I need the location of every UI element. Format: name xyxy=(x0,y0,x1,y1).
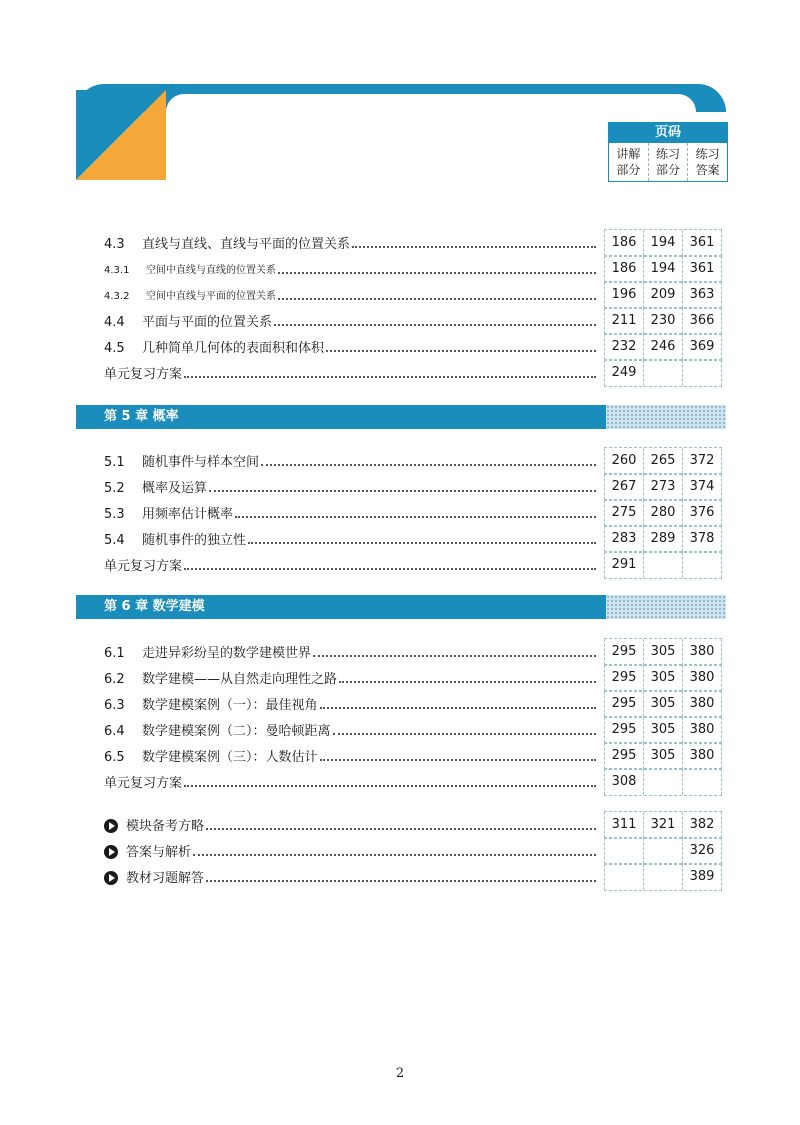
page-practice xyxy=(644,838,683,864)
section-title: 单元复习方案 xyxy=(104,775,183,791)
page-cells xyxy=(604,716,722,744)
page-answer: 361 xyxy=(683,230,722,256)
dot-leader xyxy=(320,706,596,709)
toc-entry-title xyxy=(104,477,207,496)
toc-entry-title xyxy=(104,694,318,713)
dot-leader xyxy=(333,732,596,735)
page-answer: 361 xyxy=(683,256,722,282)
section-title: 用频率估计概率 xyxy=(142,506,234,522)
page-lecture: 291 xyxy=(604,552,644,578)
page-cells xyxy=(604,307,722,335)
toc-entry-title xyxy=(104,233,350,252)
page-practice xyxy=(644,552,683,578)
toc-row[interactable] xyxy=(104,716,724,742)
section-title: 单元复习方案 xyxy=(104,558,183,574)
page-cells xyxy=(604,281,722,309)
page-lecture: 295 xyxy=(604,639,644,665)
dot-leader xyxy=(278,297,596,300)
section-title: 数学建模——从自然走向理性之路 xyxy=(142,671,338,687)
section-number: 5.3 xyxy=(104,506,125,522)
section-title: 空间中直线与平面的位置关系 xyxy=(146,290,276,302)
section-title: 答案与解析 xyxy=(126,844,192,860)
page-answer: 382 xyxy=(683,812,722,838)
dot-leader xyxy=(184,567,596,570)
page-practice: 305 xyxy=(644,639,683,665)
page-lecture: 211 xyxy=(604,308,644,334)
dot-leader xyxy=(206,879,596,882)
toc-row[interactable] xyxy=(104,551,724,577)
page-practice: 265 xyxy=(644,448,683,474)
toc-row[interactable] xyxy=(104,333,724,359)
page-lecture: 283 xyxy=(604,526,644,552)
section-title: 空间中直线与直线的位置关系 xyxy=(146,264,276,276)
toc-row[interactable] xyxy=(104,473,724,499)
toc-entry-title xyxy=(104,772,182,791)
page-answer: 380 xyxy=(683,639,722,665)
page-lecture: 260 xyxy=(604,448,644,474)
page-practice xyxy=(644,360,683,386)
dot-leader xyxy=(326,349,596,352)
section-title: 数学建模案例（二）：曼哈顿距离 xyxy=(142,723,331,739)
section-title: 走进异彩纷呈的数学建模世界 xyxy=(142,645,312,661)
page-cells xyxy=(604,664,722,692)
legend-practice: 练习 部分 xyxy=(649,143,689,181)
toc-row[interactable] xyxy=(104,863,724,889)
section-number: 4.3 xyxy=(104,236,125,252)
section-number: 4.5 xyxy=(104,340,125,356)
page-lecture: 249 xyxy=(604,360,644,386)
section-number: 5.1 xyxy=(104,454,125,470)
page-answer: 374 xyxy=(683,474,722,500)
page-answer: 380 xyxy=(683,691,722,717)
toc-row[interactable] xyxy=(104,525,724,551)
page-answer: 366 xyxy=(683,308,722,334)
page-answer: 372 xyxy=(683,448,722,474)
page-lecture: 196 xyxy=(604,282,644,308)
page-cells xyxy=(604,811,722,839)
toc-row[interactable] xyxy=(104,811,724,837)
arrow-circle-icon xyxy=(104,845,118,859)
page-practice: 246 xyxy=(644,334,683,360)
page-cells xyxy=(604,638,722,666)
page-practice: 273 xyxy=(644,474,683,500)
page-practice xyxy=(644,769,683,795)
toc-entry-title xyxy=(104,287,276,302)
banner-corner-decoration xyxy=(76,90,166,180)
toc-entry-title xyxy=(104,555,182,574)
section-title: 概率及运算 xyxy=(142,480,208,496)
page-practice: 305 xyxy=(644,743,683,769)
dot-leader xyxy=(209,489,596,492)
section-title: 平面与平面的位置关系 xyxy=(142,314,273,330)
page-answer: 380 xyxy=(683,717,722,743)
section-number: 6.4 xyxy=(104,723,125,739)
section-number: 4.3.2 xyxy=(104,290,130,302)
page-answer: 380 xyxy=(683,665,722,691)
toc-entry-title xyxy=(104,311,272,330)
toc-row[interactable] xyxy=(104,447,724,473)
page-practice: 321 xyxy=(644,812,683,838)
page-practice: 305 xyxy=(644,691,683,717)
page-cells xyxy=(604,333,722,361)
toc-row[interactable] xyxy=(104,664,724,690)
toc-entry-title xyxy=(104,451,259,470)
section-title: 数学建模案例（三）：人数估计 xyxy=(142,749,318,765)
toc-row[interactable] xyxy=(104,229,724,255)
toc-entry-title xyxy=(104,720,331,739)
page-practice: 289 xyxy=(644,526,683,552)
page-cells xyxy=(604,359,722,387)
chapter-title: 第 6 章 数学建模 xyxy=(76,595,606,619)
page-code-legend xyxy=(608,122,728,182)
page-lecture xyxy=(604,864,644,890)
section-title: 数学建模案例（一）：最佳视角 xyxy=(142,697,318,713)
toc-entry-title xyxy=(104,642,311,661)
page-practice: 194 xyxy=(644,230,683,256)
dot-leader xyxy=(320,758,596,761)
toc-row[interactable] xyxy=(104,690,724,716)
section-number: 5.2 xyxy=(104,480,125,496)
page-cells xyxy=(604,499,722,527)
section-title: 教材习题解答 xyxy=(126,870,205,886)
dot-leader xyxy=(184,375,596,378)
dot-leader xyxy=(235,515,596,518)
section-number: 4.3.1 xyxy=(104,264,130,276)
toc-entry-title xyxy=(104,503,233,522)
page-answer: 326 xyxy=(683,838,722,864)
page-cells xyxy=(604,863,722,891)
toc-row[interactable] xyxy=(104,255,724,281)
page-practice xyxy=(644,864,683,890)
toc-row[interactable] xyxy=(104,742,724,768)
section-title: 随机事件与样本空间 xyxy=(142,454,260,470)
page-practice: 209 xyxy=(644,282,683,308)
toc-row[interactable] xyxy=(104,638,724,664)
dot-leader xyxy=(261,463,596,466)
toc-entry-title xyxy=(104,867,204,886)
page-answer: 389 xyxy=(683,864,722,890)
page-lecture: 186 xyxy=(604,256,644,282)
arrow-circle-icon xyxy=(104,819,118,833)
toc-row[interactable] xyxy=(104,768,724,794)
dot-leader xyxy=(278,271,596,274)
page-answer: 376 xyxy=(683,500,722,526)
page-lecture: 186 xyxy=(604,230,644,256)
section-number: 5.4 xyxy=(104,532,125,548)
page-practice: 194 xyxy=(644,256,683,282)
banner-bar xyxy=(76,84,726,112)
arrow-circle-icon xyxy=(104,871,118,885)
page-lecture xyxy=(604,838,644,864)
toc-entry-title xyxy=(104,815,204,834)
page-lecture: 295 xyxy=(604,665,644,691)
dot-leader xyxy=(274,323,596,326)
page-cells xyxy=(604,473,722,501)
page-cells xyxy=(604,742,722,770)
page-lecture: 311 xyxy=(604,812,644,838)
toc-row[interactable] xyxy=(104,359,724,385)
page-cells xyxy=(604,255,722,283)
page-practice: 305 xyxy=(644,665,683,691)
section-number: 6.1 xyxy=(104,645,125,661)
page-practice: 280 xyxy=(644,500,683,526)
section-number: 6.2 xyxy=(104,671,125,687)
toc-row[interactable] xyxy=(104,281,724,307)
toc-row[interactable] xyxy=(104,307,724,333)
page-cells xyxy=(604,525,722,553)
section-title: 随机事件的独立性 xyxy=(142,532,247,548)
dot-leader xyxy=(193,853,596,856)
section-title: 直线与直线、直线与平面的位置关系 xyxy=(142,236,351,252)
page-lecture: 295 xyxy=(604,691,644,717)
dot-leader xyxy=(184,784,596,787)
header-banner xyxy=(76,84,726,180)
legend-answers: 练习 答案 xyxy=(695,147,720,177)
page-practice: 305 xyxy=(644,717,683,743)
page-lecture: 232 xyxy=(604,334,644,360)
toc-entry-title xyxy=(104,841,191,860)
page-practice: 230 xyxy=(644,308,683,334)
toc-row[interactable] xyxy=(104,837,724,863)
dot-leader xyxy=(248,541,596,544)
page-lecture: 295 xyxy=(604,717,644,743)
dot-leader xyxy=(352,245,596,248)
page-cells xyxy=(604,837,722,865)
page-cells xyxy=(604,551,722,579)
dot-leader xyxy=(206,827,596,830)
toc-entry-title xyxy=(104,529,246,548)
section-number: 4.4 xyxy=(104,314,125,330)
page-answer: 380 xyxy=(683,743,722,769)
page-answer: 378 xyxy=(683,526,722,552)
section-title: 几种简单几何体的表面积和体积 xyxy=(142,340,325,356)
page-lecture: 267 xyxy=(604,474,644,500)
page-answer: 369 xyxy=(683,334,722,360)
page-lecture: 308 xyxy=(604,769,644,795)
page-answer xyxy=(683,360,722,386)
page-lecture: 295 xyxy=(604,743,644,769)
dot-leader xyxy=(313,654,596,657)
page-lecture: 275 xyxy=(604,500,644,526)
chapter-title: 第 5 章 概率 xyxy=(76,405,606,429)
page-cells xyxy=(604,447,722,475)
chapter-header xyxy=(76,405,726,429)
page-answer: 363 xyxy=(683,282,722,308)
section-number: 6.5 xyxy=(104,749,125,765)
page-answer xyxy=(683,552,722,578)
toc-entry-title xyxy=(104,746,318,765)
section-number: 6.3 xyxy=(104,697,125,713)
toc-entry-title xyxy=(104,668,337,687)
section-title: 单元复习方案 xyxy=(104,366,183,382)
page-answer xyxy=(683,769,722,795)
dot-leader xyxy=(339,680,596,683)
section-title: 模块备考方略 xyxy=(126,818,205,834)
page-cells xyxy=(604,690,722,718)
toc-entry-title xyxy=(104,261,276,276)
page-cells xyxy=(604,768,722,796)
toc-entry-title xyxy=(104,363,182,382)
toc-entry-title xyxy=(104,337,324,356)
legend-lecture: 讲解 部分 xyxy=(609,143,649,181)
page-number: 2 xyxy=(395,1066,405,1081)
page-cells xyxy=(604,229,722,257)
toc-row[interactable] xyxy=(104,499,724,525)
page-code-title: 页码 xyxy=(609,123,727,143)
chapter-header xyxy=(76,595,726,619)
